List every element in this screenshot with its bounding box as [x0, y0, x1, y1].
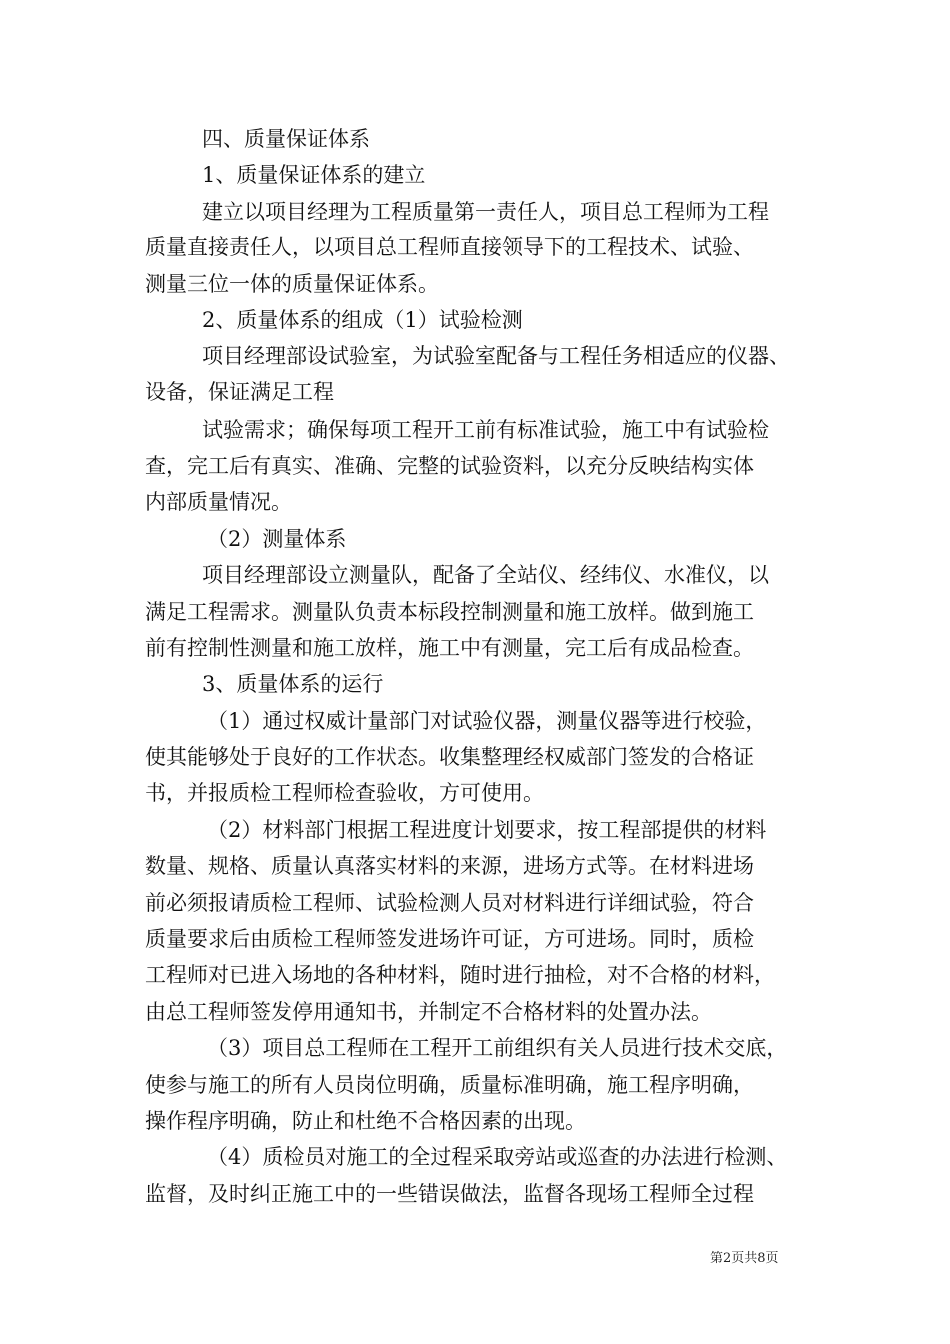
paragraph-line: 质量要求后由质检工程师签发进场许可证，方可进场。同时，质检 — [145, 927, 754, 951]
paragraph-line: 质量直接责任人，以项目总工程师直接领导下的工程技术、试验、 — [145, 235, 754, 259]
page-number: 第2页共8页 — [710, 1251, 779, 1266]
paragraph-line: （2）材料部门根据工程进度计划要求，按工程部提供的材料 — [207, 818, 767, 842]
paragraph-line: 数量、规格、质量认真落实材料的来源，进场方式等。在材料进场 — [145, 854, 754, 878]
paragraph-line: 使其能够处于良好的工作状态。收集整理经权威部门签发的合格证 — [145, 745, 754, 769]
paragraph-line: 测量三位一体的质量保证体系。 — [145, 272, 439, 296]
paragraph-line: 由总工程师签发停用通知书，并制定不合格材料的处置办法。 — [145, 1000, 712, 1024]
paragraph-line: （1）通过权威计量部门对试验仪器，测量仪器等进行校验， — [207, 709, 767, 733]
paragraph-line: 内部质量情况。 — [145, 490, 292, 514]
paragraph-line: 操作程序明确，防止和杜绝不合格因素的出现。 — [145, 1109, 586, 1133]
paragraph-line: 建立以项目经理为工程质量第一责任人，项目总工程师为工程 — [202, 200, 769, 224]
paragraph-line: 试验需求；确保每项工程开工前有标准试验，施工中有试验检 — [202, 418, 769, 442]
paragraph-line: 书，并报质检工程师检查验收，方可使用。 — [145, 781, 544, 805]
paragraph-line: 使参与施工的所有人员岗位明确，质量标准明确，施工程序明确， — [145, 1073, 754, 1097]
paragraph-line: 设备，保证满足工程 — [145, 380, 334, 404]
subsection-heading: 2、质量体系的组成（1）试验检测 — [202, 308, 523, 332]
subsection-heading: （2）测量体系 — [207, 527, 347, 551]
subsection-heading: 1、质量保证体系的建立 — [202, 163, 426, 187]
paragraph-line: （3）项目总工程师在工程开工前组织有关人员进行技术交底， — [207, 1036, 788, 1060]
paragraph-line: 项目经理部设试验室，为试验室配备与工程任务相适应的仪器、 — [202, 344, 790, 368]
subsection-heading: 3、质量体系的运行 — [202, 672, 384, 696]
paragraph-line: 监督，及时纠正施工中的一些错误做法，监督各现场工程师全过程 — [145, 1182, 754, 1206]
paragraph-line: 工程师对已进入场地的各种材料，随时进行抽检，对不合格的材料， — [145, 963, 775, 987]
paragraph-line: 项目经理部设立测量队，配备了全站仪、经纬仪、水准仪，以 — [202, 563, 769, 587]
paragraph-line: 前有控制性测量和施工放样，施工中有测量，完工后有成品检查。 — [145, 636, 754, 660]
paragraph-line: （4）质检员对施工的全过程采取旁站或巡查的办法进行检测、 — [207, 1145, 788, 1169]
paragraph-line: 前必须报请质检工程师、试验检测人员对材料进行详细试验，符合 — [145, 891, 754, 915]
paragraph-line: 查，完工后有真实、准确、完整的试验资料，以充分反映结构实体 — [145, 454, 754, 478]
section-heading: 四、质量保证体系 — [202, 127, 370, 151]
paragraph-line: 满足工程需求。测量队负责本标段控制测量和施工放样。做到施工 — [145, 600, 754, 624]
